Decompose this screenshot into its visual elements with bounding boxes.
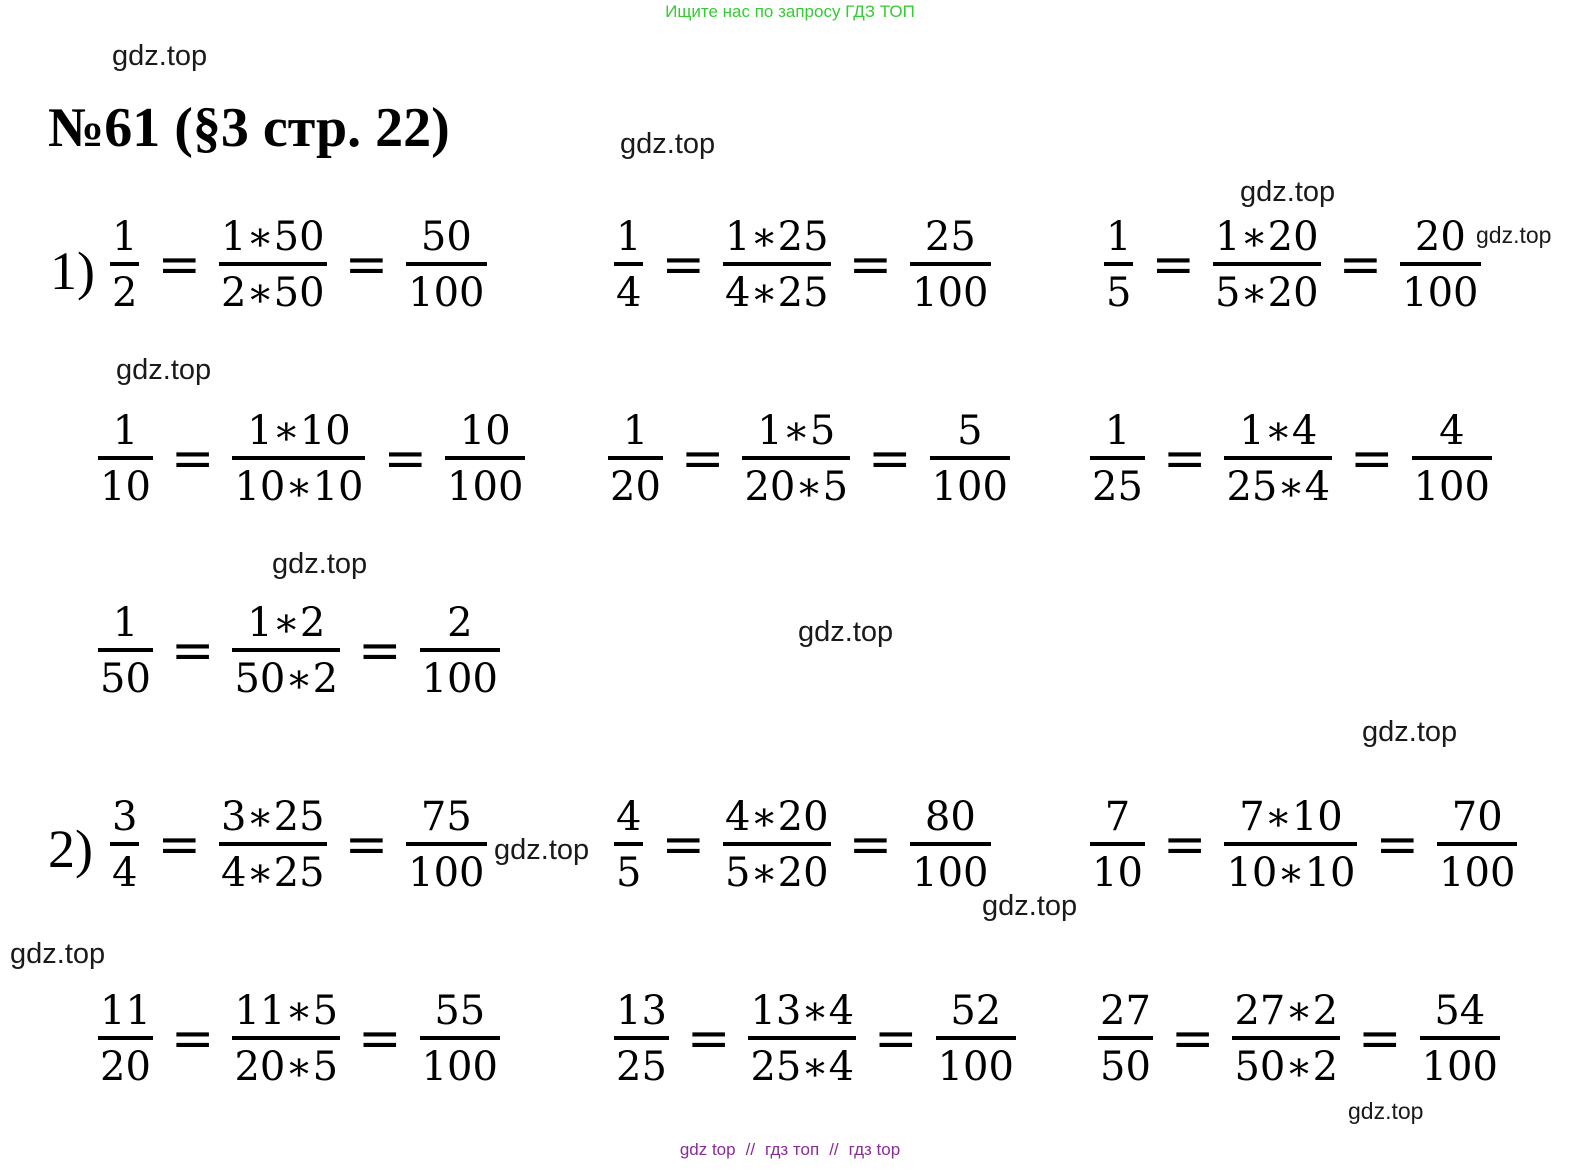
watermark: gdz.top xyxy=(272,548,368,580)
watermark: gdz.top xyxy=(10,938,106,970)
denominator: 2∗50 xyxy=(221,270,325,316)
numerator: 3 xyxy=(112,794,138,840)
denominator: 100 xyxy=(1439,850,1516,896)
equals-sign: = xyxy=(1375,815,1420,875)
numerator: 1∗20 xyxy=(1215,214,1319,260)
footer-separator: // xyxy=(829,1140,839,1159)
equals-sign: = xyxy=(358,1009,402,1069)
equation-2-6 xyxy=(1098,990,1500,1088)
denominator: 10∗10 xyxy=(1226,850,1356,896)
equation-1-6 xyxy=(1090,410,1492,508)
fraction-result xyxy=(936,990,1016,1088)
denominator: 100 xyxy=(1421,1044,1498,1090)
footer-link-2[interactable]: гдз топ xyxy=(765,1140,820,1159)
fraction-result xyxy=(406,216,486,314)
numerator: 55 xyxy=(434,988,486,1034)
numerator: 11 xyxy=(100,988,151,1034)
equation-1-4 xyxy=(98,410,525,508)
denominator: 100 xyxy=(447,464,524,510)
numerator: 1 xyxy=(1104,408,1131,454)
fraction-expanded xyxy=(1232,990,1340,1088)
equals-sign: = xyxy=(1151,235,1196,295)
equals-sign: = xyxy=(358,621,402,681)
equals-sign: = xyxy=(157,235,202,295)
denominator: 2 xyxy=(112,270,138,316)
fraction-original xyxy=(608,410,663,508)
top-banner: Ищите нас по запросу ГДЗ ТОП xyxy=(665,2,915,21)
numerator: 50 xyxy=(420,214,472,260)
denominator: 100 xyxy=(912,270,989,316)
numerator: 1 xyxy=(622,408,649,454)
fraction-original xyxy=(110,796,139,894)
fraction-expanded xyxy=(232,410,365,508)
denominator: 50∗2 xyxy=(1234,1044,1339,1090)
denominator: 50∗2 xyxy=(234,656,339,702)
numerator: 10 xyxy=(459,408,511,454)
denominator: 5 xyxy=(616,850,642,896)
fraction-expanded xyxy=(232,990,340,1088)
numerator: 1∗2 xyxy=(247,600,326,646)
numerator: 25 xyxy=(924,214,976,260)
denominator: 100 xyxy=(408,270,485,316)
numerator: 1∗4 xyxy=(1239,408,1318,454)
fraction-expanded xyxy=(219,216,327,314)
equals-sign: = xyxy=(680,429,725,489)
equation-1-2 xyxy=(614,216,991,314)
task-2-label: 2) xyxy=(48,819,93,879)
denominator: 25 xyxy=(616,1044,667,1090)
denominator: 20 xyxy=(610,464,661,510)
denominator: 100 xyxy=(912,850,989,896)
watermark: gdz.top xyxy=(112,40,208,72)
fraction-original xyxy=(614,990,669,1088)
equals-sign: = xyxy=(1358,1009,1402,1069)
fraction-result xyxy=(406,796,486,894)
denominator: 25∗4 xyxy=(750,1044,855,1090)
denominator: 10∗10 xyxy=(234,464,364,510)
equals-sign: = xyxy=(661,815,706,875)
watermark: gdz.top xyxy=(1362,716,1458,748)
footer-separator: // xyxy=(745,1140,756,1159)
denominator: 4∗25 xyxy=(221,850,325,896)
equals-sign: = xyxy=(170,621,215,681)
numerator: 27 xyxy=(1100,988,1151,1034)
numerator: 54 xyxy=(1434,988,1486,1034)
denominator: 10 xyxy=(100,464,151,510)
denominator: 5 xyxy=(1106,270,1132,316)
numerator: 20 xyxy=(1414,214,1466,260)
fraction-original xyxy=(98,602,153,700)
numerator: 1∗5 xyxy=(757,408,836,454)
equals-sign: = xyxy=(661,235,706,295)
fraction-result xyxy=(420,990,500,1088)
fraction-original xyxy=(1090,796,1145,894)
denominator: 20∗5 xyxy=(234,1044,339,1090)
equals-sign: = xyxy=(157,815,202,875)
denominator: 100 xyxy=(421,1044,498,1090)
equals-sign: = xyxy=(848,815,893,875)
denominator: 100 xyxy=(1402,270,1479,316)
numerator: 70 xyxy=(1451,794,1503,840)
numerator: 11∗5 xyxy=(234,988,339,1034)
numerator: 1 xyxy=(1106,214,1132,260)
numerator: 80 xyxy=(924,794,976,840)
numerator: 1 xyxy=(112,600,139,646)
numerator: 52 xyxy=(950,988,1002,1034)
numerator: 1∗25 xyxy=(725,214,829,260)
fraction-result xyxy=(930,410,1010,508)
equation-2-5 xyxy=(614,990,1016,1088)
numerator: 13∗4 xyxy=(750,988,855,1034)
fraction-expanded xyxy=(742,410,850,508)
fraction-original xyxy=(614,796,643,894)
equals-sign: = xyxy=(874,1009,918,1069)
numerator: 2 xyxy=(447,600,473,646)
denominator: 100 xyxy=(937,1044,1014,1090)
equals-sign: = xyxy=(170,1009,215,1069)
equation-2-3 xyxy=(1090,796,1517,894)
numerator: 27∗2 xyxy=(1234,988,1339,1034)
fraction-result xyxy=(1412,410,1492,508)
equation-1-5 xyxy=(608,410,1010,508)
fraction-result xyxy=(445,410,525,508)
fraction-result xyxy=(1420,990,1500,1088)
fraction-expanded xyxy=(723,216,831,314)
equation-1-1 xyxy=(110,216,487,314)
numerator: 4∗20 xyxy=(725,794,829,840)
denominator: 20 xyxy=(100,1044,151,1090)
fraction-original xyxy=(1090,410,1145,508)
equals-sign: = xyxy=(344,235,389,295)
denominator: 25 xyxy=(1092,464,1143,510)
numerator: 4 xyxy=(616,794,642,840)
denominator: 10 xyxy=(1092,850,1143,896)
denominator: 100 xyxy=(421,656,498,702)
footer-links xyxy=(0,1140,1580,1160)
denominator: 50 xyxy=(1100,1044,1151,1090)
equals-sign: = xyxy=(1350,429,1394,489)
fraction-original xyxy=(98,990,153,1088)
fraction-result xyxy=(1400,216,1480,314)
numerator: 7∗10 xyxy=(1239,794,1343,840)
denominator: 25∗4 xyxy=(1226,464,1331,510)
equals-sign: = xyxy=(848,235,893,295)
fraction-expanded xyxy=(748,990,856,1088)
numerator: 1 xyxy=(112,214,138,260)
watermark: gdz.top xyxy=(620,128,716,160)
denominator: 100 xyxy=(1413,464,1490,510)
fraction-original xyxy=(1104,216,1133,314)
equation-2-2 xyxy=(614,796,991,894)
numerator: 1 xyxy=(616,214,642,260)
watermark: gdz.top xyxy=(1476,222,1552,248)
task-1-label: 1) xyxy=(50,241,95,301)
equation-1-3 xyxy=(1104,216,1481,314)
denominator: 4 xyxy=(112,850,138,896)
equals-sign: = xyxy=(868,429,912,489)
denominator: 4 xyxy=(616,270,642,316)
fraction-expanded xyxy=(723,796,831,894)
fraction-original xyxy=(98,410,153,508)
equals-sign: = xyxy=(1338,235,1383,295)
numerator: 13 xyxy=(616,988,667,1034)
equation-2-4 xyxy=(98,990,500,1088)
equals-sign: = xyxy=(170,429,215,489)
equals-sign: = xyxy=(383,429,428,489)
denominator: 50 xyxy=(100,656,151,702)
denominator: 20∗5 xyxy=(744,464,849,510)
equals-sign: = xyxy=(1170,1009,1215,1069)
fraction-expanded xyxy=(1213,216,1321,314)
equation-1-7 xyxy=(98,602,500,700)
fraction-result xyxy=(420,602,500,700)
denominator: 100 xyxy=(408,850,485,896)
numerator: 3∗25 xyxy=(221,794,325,840)
fraction-expanded xyxy=(1224,410,1332,508)
watermark: gdz.top xyxy=(1348,1098,1424,1124)
watermark: gdz.top xyxy=(982,890,1078,922)
watermark: gdz.top xyxy=(798,616,894,648)
fraction-original xyxy=(1098,990,1153,1088)
denominator: 4∗25 xyxy=(725,270,829,316)
footer-link-1[interactable]: gdz top xyxy=(679,1140,736,1159)
numerator: 4 xyxy=(1439,408,1465,454)
fraction-expanded xyxy=(1224,796,1357,894)
numerator: 1∗10 xyxy=(247,408,351,454)
fraction-original xyxy=(614,216,643,314)
watermark: gdz.top xyxy=(116,354,212,386)
denominator: 5∗20 xyxy=(1215,270,1319,316)
fraction-expanded xyxy=(219,796,327,894)
denominator: 100 xyxy=(931,464,1008,510)
watermark: gdz.top xyxy=(1240,176,1336,208)
equals-sign: = xyxy=(1162,429,1207,489)
numerator: 7 xyxy=(1104,794,1131,840)
fraction-original xyxy=(110,216,139,314)
fraction-result xyxy=(1437,796,1517,894)
watermark: gdz.top xyxy=(494,834,590,866)
footer-link-3[interactable]: гдз top xyxy=(848,1140,901,1159)
equals-sign: = xyxy=(686,1009,731,1069)
numerator: 5 xyxy=(957,408,983,454)
numerator: 1∗50 xyxy=(221,214,325,260)
denominator: 5∗20 xyxy=(725,850,829,896)
numerator: 1 xyxy=(112,408,139,454)
exercise-title: №61 (§3 стр. 22) xyxy=(48,97,450,159)
fraction-result xyxy=(910,796,990,894)
equals-sign: = xyxy=(1162,815,1207,875)
equation-2-1 xyxy=(110,796,487,894)
fraction-result xyxy=(910,216,990,314)
equals-sign: = xyxy=(344,815,389,875)
numerator: 75 xyxy=(420,794,472,840)
fraction-expanded xyxy=(232,602,340,700)
